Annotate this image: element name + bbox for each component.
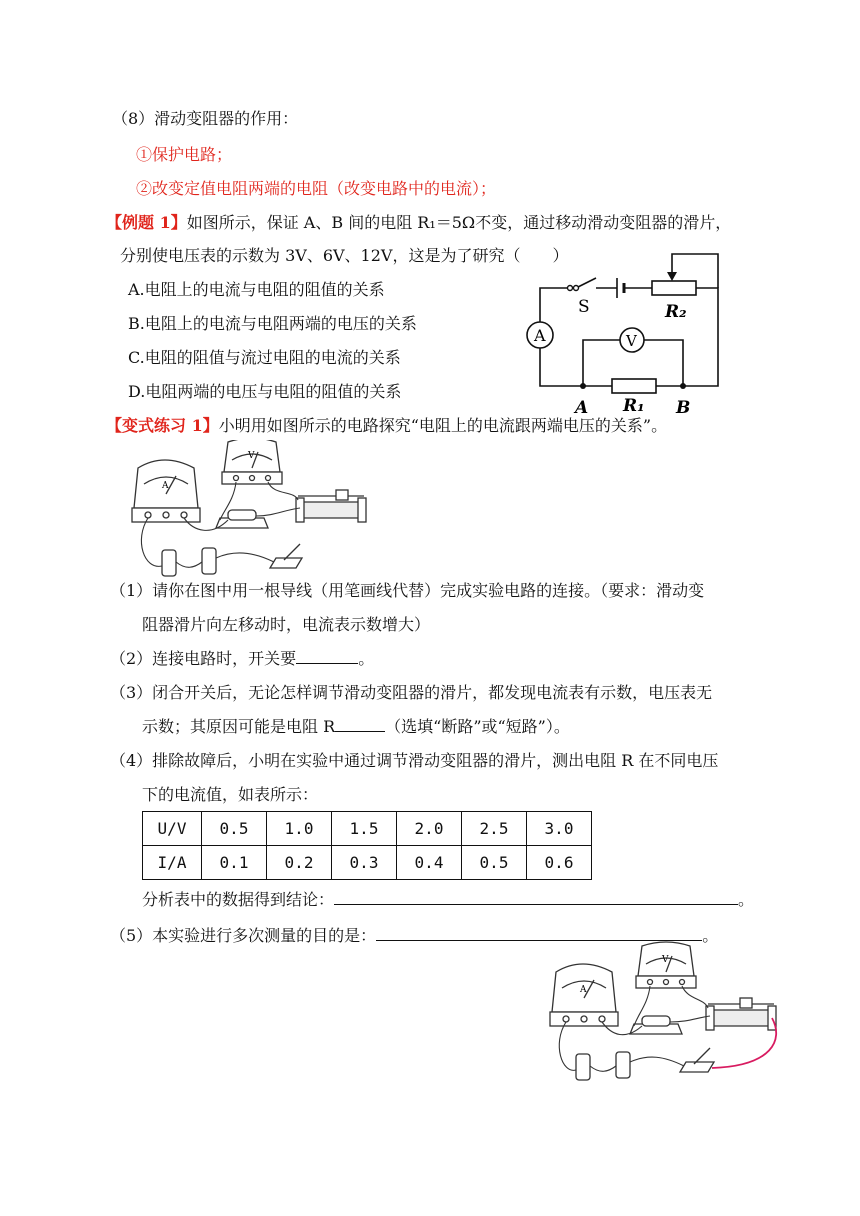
measurement-table — [142, 811, 592, 880]
question-3-end: （选填“断路”或“短路”）。 — [385, 717, 570, 736]
question-5-blank[interactable] — [376, 926, 702, 941]
table-cell: 1.0 — [267, 812, 332, 846]
question-2-blank[interactable] — [296, 649, 358, 664]
diagram-voltmeter-label: V — [626, 332, 637, 350]
question-1-line-1: （1）请你在图中用一根导线（用笔画线代替）完成实验电路的连接。（要求：滑动变 — [110, 581, 705, 600]
section-8-point-2: ②改变定值电阻两端的电阻（改变电路中的电流）； — [136, 179, 497, 198]
table-cell: 3.0 — [527, 812, 592, 846]
question-4-line-2: 下的电流值，如表所示： — [142, 785, 319, 804]
question-5-end: 。 — [702, 926, 719, 945]
example-1-option-b: B.电阻上的电流与电阻两端的电压的关系 — [128, 314, 417, 333]
question-2-text: （2）连接电路时，开关要 — [110, 649, 297, 668]
question-3-line-1: （3）闭合开关后，无论怎样调节滑动变阻器的滑片，都发现电流表有示数，电压表无 — [110, 683, 713, 702]
table-cell: I/A — [143, 846, 202, 880]
diagram-rheostat-label: R₂ — [665, 302, 687, 322]
table-cell: 0.6 — [527, 846, 592, 880]
diagram-resistor-label: R₁ — [623, 396, 645, 416]
table-cell: 0.3 — [332, 846, 397, 880]
question-3-text: 示数；其原因可能是电阻 R — [142, 717, 336, 736]
question-2-end: 。 — [358, 649, 375, 668]
conclusion-blank[interactable] — [334, 890, 738, 905]
table-cell: 0.1 — [202, 846, 267, 880]
practice-1-tag: 【变式练习 1】 — [106, 416, 219, 435]
conclusion-end: 。 — [738, 890, 755, 909]
diagram-node-a-label: A — [575, 398, 589, 418]
question-3-blank[interactable] — [335, 717, 385, 732]
diagram-node-b-label: B — [676, 398, 691, 418]
example-1-circuit-diagram — [520, 238, 740, 418]
question-3-line-2 — [142, 716, 570, 738]
example-1-option-c: C.电阻的阻值与流过电阻的电流的关系 — [128, 348, 401, 367]
question-4-conclusion — [142, 889, 754, 911]
practice-1-apparatus-figure — [124, 440, 384, 580]
example-1-tag: 【例题 1】 — [106, 213, 187, 232]
section-8-heading: （8）滑动变阻器的作用： — [112, 109, 299, 128]
conclusion-text: 分析表中的数据得到结论： — [142, 890, 335, 909]
question-1-line-2: 阻器滑片向左移动时，电流表示数增大） — [142, 615, 431, 634]
answer-voltmeter-label: V — [662, 955, 669, 965]
question-4-line-1: （4）排除故障后，小明在实验中通过调节滑动变阻器的滑片，测出电阻 R 在不同电压 — [110, 751, 719, 770]
apparatus-voltmeter-label: V — [248, 451, 255, 461]
table-row-voltage — [143, 812, 592, 846]
question-5-text: （5）本实验进行多次测量的目的是： — [110, 926, 377, 945]
apparatus-ammeter-label: A — [162, 481, 169, 491]
example-1-stem-1: 如图所示，保证 A、B 间的电阻 R₁＝5Ω不变，通过移动滑动变阻器的滑片， — [186, 213, 732, 232]
section-8-point-1: ①保护电路； — [136, 145, 233, 164]
example-1-option-a: A.电阻上的电流与电阻的阻值的关系 — [128, 280, 385, 299]
diagram-ammeter-label: A — [534, 326, 546, 345]
practice-1-line — [106, 415, 667, 437]
table-cell: U/V — [143, 812, 202, 846]
answer-ammeter-label: A — [580, 985, 587, 995]
table-cell: 1.5 — [332, 812, 397, 846]
table-cell: 0.4 — [397, 846, 462, 880]
table-cell: 2.0 — [397, 812, 462, 846]
example-1-stem-2: 分别使电压表的示数为 3V、6V、12V，这是为了研究（ ） — [120, 246, 569, 265]
table-cell: 0.5 — [462, 846, 527, 880]
diagram-switch-label: S — [578, 297, 590, 317]
answer-apparatus-figure — [540, 940, 790, 1090]
example-1-option-d: D.电阻两端的电压与电阻的阻值的关系 — [128, 382, 402, 401]
table-cell: 2.5 — [462, 812, 527, 846]
table-cell: 0.2 — [267, 846, 332, 880]
example-1-line-1 — [106, 212, 731, 234]
question-2 — [110, 648, 374, 670]
practice-1-stem: 小明用如图所示的电路探究“电阻上的电流跟两端电压的关系”。 — [218, 416, 668, 435]
table-row-current — [143, 846, 592, 880]
table-cell: 0.5 — [202, 812, 267, 846]
